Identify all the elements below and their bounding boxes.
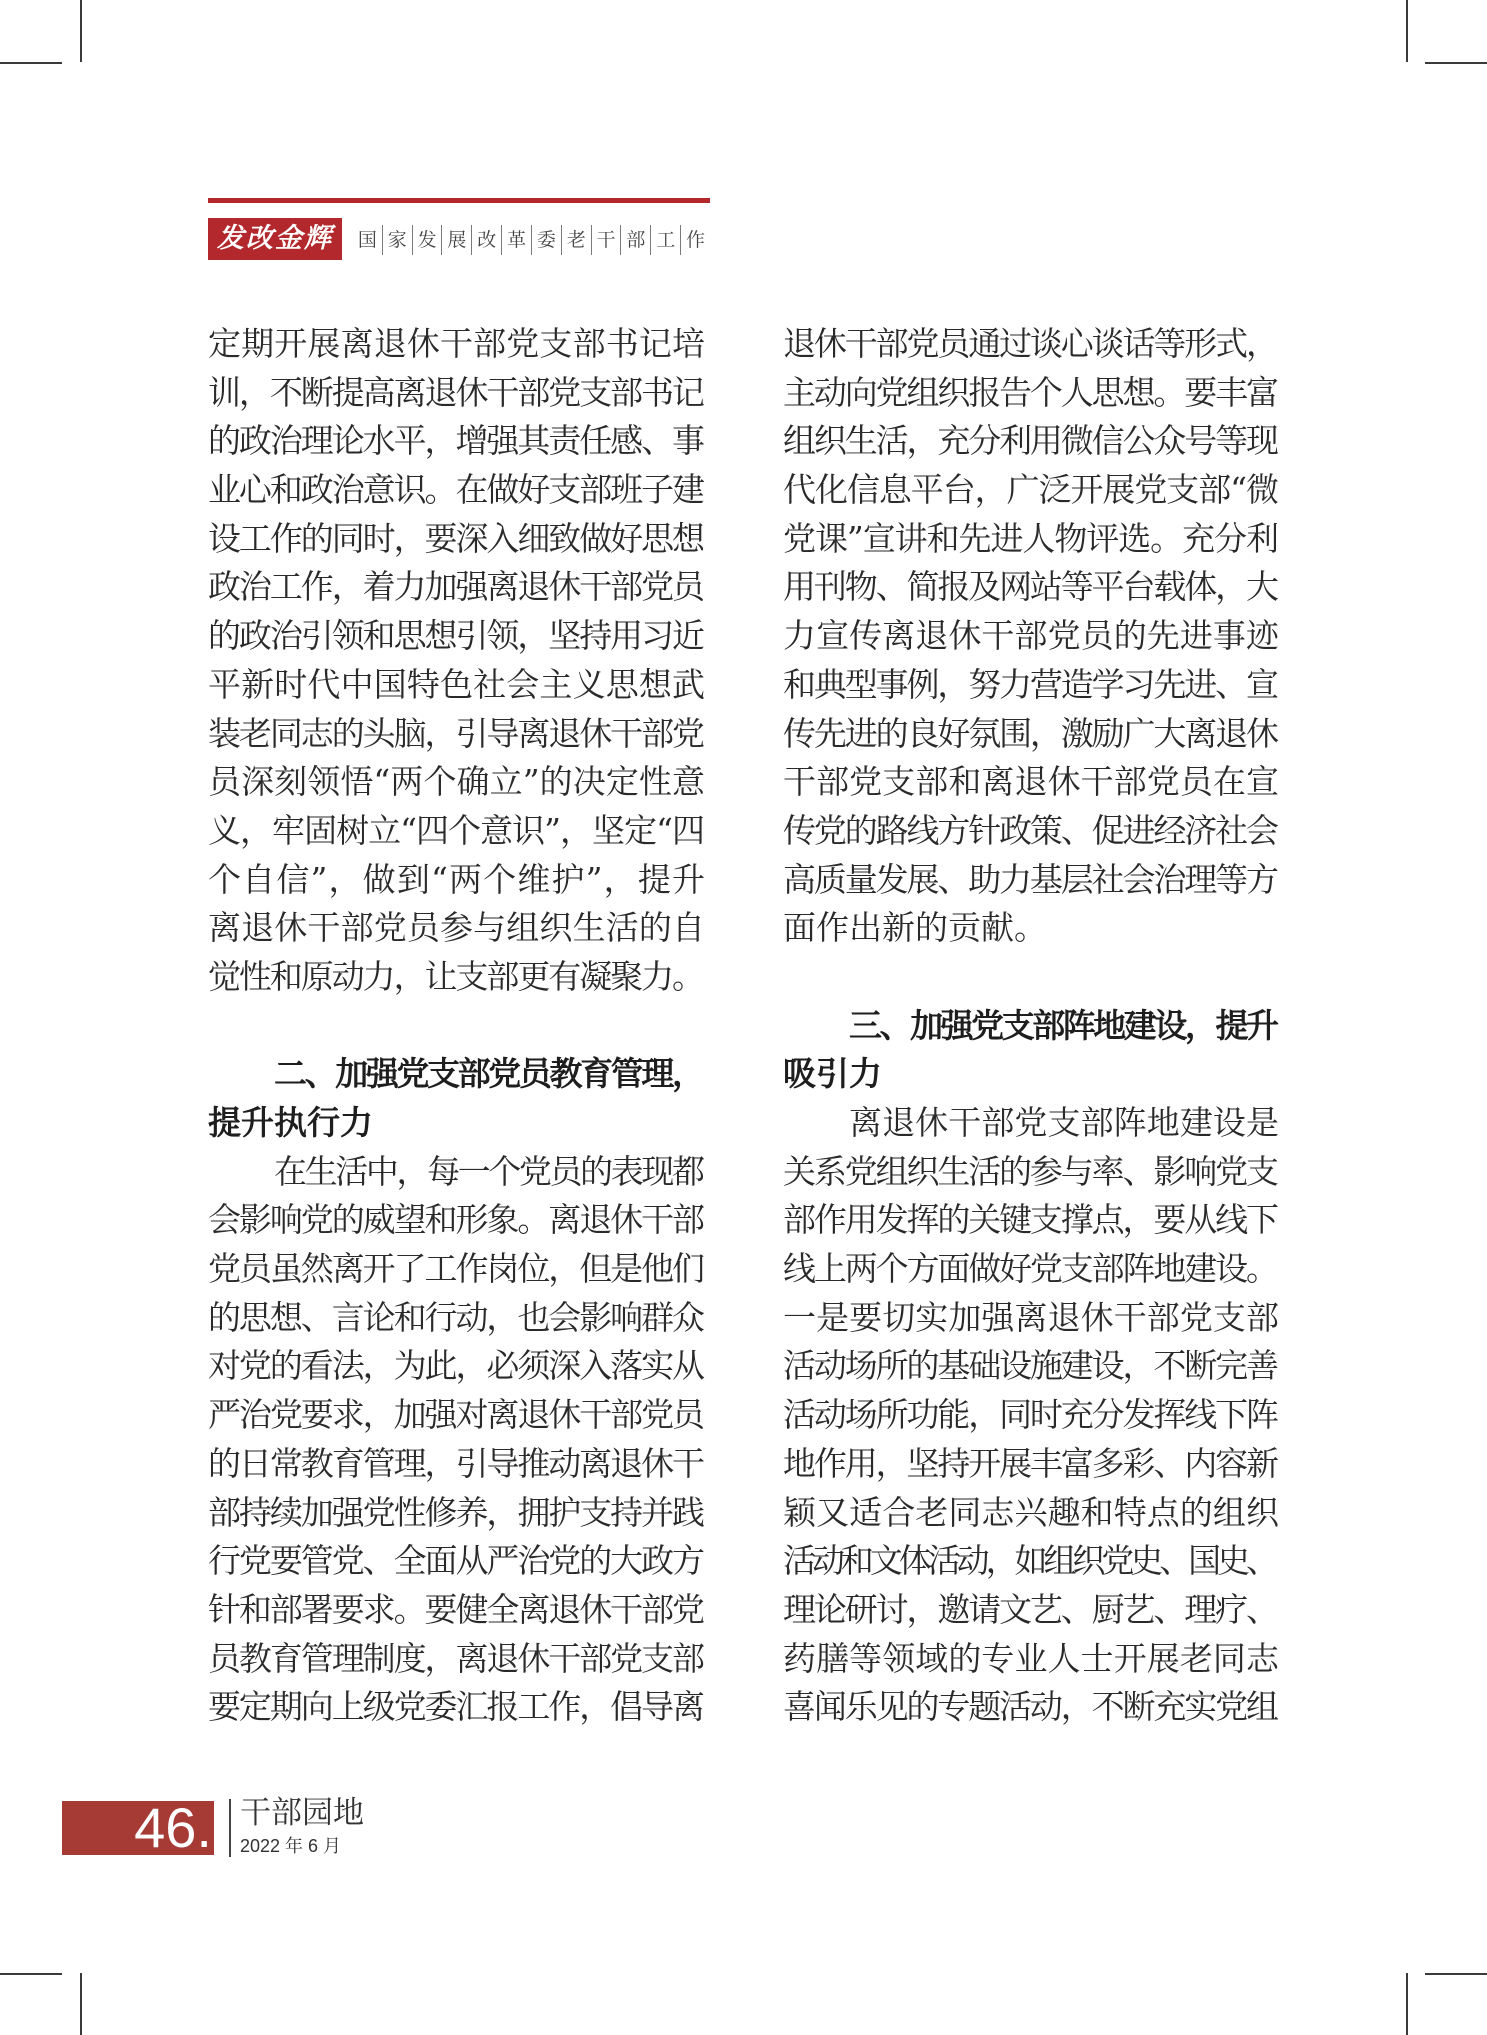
- crop-mark: [0, 1973, 62, 1975]
- body-text-line: 代化信息平台，广泛开展党支部“微: [783, 470, 1278, 510]
- body-text-line: 党课”宣讲和先进人物评选。充分利: [783, 518, 1278, 558]
- body-text-line: 一是要切实加强离退休干部党支部: [783, 1297, 1280, 1337]
- body-text-line: 和典型事例，努力营造学习先进、宣: [783, 664, 1277, 704]
- body-text-line: 主动向党组织报告个人思想。要丰富: [783, 372, 1277, 412]
- paragraph-gap: [783, 953, 1279, 1002]
- body-text-line: 的思想、言论和行动，也会影响群众: [208, 1297, 703, 1337]
- footer-issue-date: 2022 年 6 月: [240, 1836, 342, 1856]
- body-text-line: 的日常教育管理，引导推动离退休干: [208, 1443, 703, 1483]
- body-text-line: 组织生活，充分利用微信公众号等现: [783, 421, 1277, 461]
- body-text-line: 面作出新的贡献。: [783, 908, 1047, 948]
- section-heading-line: 吸引力: [783, 1054, 882, 1094]
- body-text-line: 活动和文体活动，如组织党史、国史、: [783, 1541, 1275, 1581]
- tagline-char: 改: [471, 225, 501, 255]
- body-text-line: 的政治理论水平，增强其责任感、事: [208, 421, 703, 461]
- body-text-line: 严治党要求，加强对离退休干部党员: [208, 1395, 703, 1435]
- body-text-line: 颖又适合老同志兴趣和特点的组织: [783, 1492, 1280, 1532]
- body-text-line: 力宣传离退休干部党员的先进事迹: [783, 616, 1280, 656]
- tagline-char: 发: [412, 225, 442, 255]
- column-logo: [208, 218, 342, 260]
- body-text-line: 在生活中，每一个党员的表现都: [274, 1151, 703, 1191]
- body-text-line: 设工作的同时，要深入细致做好思想: [208, 518, 703, 558]
- body-text-line: 觉性和原动力，让支部更有凝聚力。: [208, 956, 703, 996]
- body-text-line: 员教育管理制度，离退休干部党支部: [208, 1638, 703, 1678]
- section-heading-line: 二、加强党支部党员教育管理，: [274, 1054, 703, 1094]
- body-text-line: 理论研讨，邀请文艺、厨艺、理疗、: [783, 1589, 1277, 1629]
- body-text-line: 喜闻乐见的专题活动，不断充实党组: [783, 1687, 1277, 1727]
- body-text-line: 活动场所的基础设施建设，不断完善: [783, 1346, 1277, 1386]
- body-text-line: 行党要管党、全面从严治党的大政方: [208, 1541, 703, 1581]
- crop-mark: [80, 0, 82, 62]
- body-text-line: 装老同志的头脑，引导离退休干部党: [208, 713, 703, 753]
- tagline-char: 委: [531, 225, 561, 255]
- header-tagline: [353, 225, 710, 255]
- body-text-line: 部作用发挥的关键支撑点，要从线下: [783, 1200, 1277, 1240]
- body-text-line: 要定期向上级党委汇报工作，倡导离: [208, 1687, 703, 1727]
- body-text-line: 义，牢固树立“四个意识”，坚定“四: [208, 810, 705, 850]
- body-text-line: 政治工作，着力加强离退休干部党员: [208, 567, 703, 607]
- body-text-line: 退休干部党员通过谈心谈话等形式，: [783, 324, 1277, 363]
- body-text-line: 关系党组织生活的参与率、影响党支: [783, 1151, 1277, 1191]
- page-number-box: [62, 1796, 214, 1859]
- page-number: 46.: [134, 1796, 212, 1859]
- body-text-line: 训，不断提高离退休干部党支部书记: [208, 372, 703, 412]
- right-column: [783, 320, 1279, 1732]
- tagline-char: 干: [591, 225, 621, 255]
- body-text-line: 党员虽然离开了工作岗位，但是他们: [208, 1249, 703, 1289]
- body-text-line: 部持续加强党性修养，拥护支持并践: [208, 1492, 703, 1532]
- tagline-char: 部: [620, 225, 650, 255]
- tagline-char: 工: [650, 225, 680, 255]
- section-heading-line: 提升执行力: [208, 1103, 373, 1142]
- body-text-line: 员深刻领悟“两个确立”的决定性意: [208, 762, 706, 802]
- body-text-line: 用刊物、简报及网站等平台载体，大: [783, 567, 1277, 607]
- body-text-line: 的政治引领和思想引领，坚持用习近: [208, 616, 703, 656]
- body-text-line: 活动场所功能，同时充分发挥线下阵: [783, 1395, 1277, 1435]
- body-text-line: 离退休干部党员参与组织生活的自: [208, 908, 706, 948]
- body-text-line: 药膳等领域的专业人士开展老同志: [783, 1638, 1280, 1678]
- section-heading-line: 三、加强党支部阵地建设，提升: [849, 1005, 1277, 1045]
- header-rule: [208, 198, 710, 203]
- body-text-line: 传先进的良好氛围，激励广大离退休: [783, 713, 1277, 753]
- crop-mark: [1406, 0, 1408, 62]
- left-column: [208, 320, 705, 1732]
- body-text-line: 高质量发展、助力基层社会治理等方: [783, 859, 1277, 899]
- footer-divider: [229, 1799, 231, 1857]
- column-logo-text: 发改金辉: [217, 223, 333, 254]
- body-text-line: 定期开展离退休干部党支部书记培: [208, 324, 706, 363]
- body-text-line: 传党的路线方针政策、促进经济社会: [783, 810, 1277, 850]
- tagline-char: 老: [561, 225, 591, 255]
- body-text-line: 线上两个方面做好党支部阵地建设。: [783, 1249, 1277, 1289]
- tagline-char: 革: [501, 225, 531, 255]
- paragraph-gap: [208, 1002, 705, 1051]
- body-text-line: 个自信”，做到“两个维护”，提升: [208, 859, 707, 899]
- tagline-char: 作: [680, 225, 710, 255]
- footer-section-title: 干部园地: [240, 1795, 364, 1831]
- body-text-line: 针和部署要求。要健全离退休干部党: [208, 1589, 703, 1629]
- body-text-line: 地作用，坚持开展丰富多彩、内容新: [783, 1443, 1277, 1483]
- tagline-char: 家: [382, 225, 412, 255]
- crop-mark: [0, 62, 62, 64]
- crop-mark: [1425, 1973, 1487, 1975]
- body-text-line: 干部党支部和离退休干部党员在宣: [783, 762, 1280, 802]
- body-text-line: 对党的看法，为此，必须深入落实从: [208, 1346, 703, 1386]
- crop-mark: [1406, 1973, 1408, 2035]
- tagline-char: 展: [441, 225, 471, 255]
- body-text-line: 平新时代中国特色社会主义思想武: [208, 664, 706, 704]
- body-text-line: 会影响党的威望和形象。离退休干部: [208, 1200, 703, 1240]
- body-text-line: 离退休干部党支部阵地建设是: [849, 1103, 1280, 1142]
- crop-mark: [1425, 62, 1487, 64]
- tagline-char: 国: [357, 229, 377, 251]
- crop-mark: [80, 1973, 82, 2035]
- body-text-line: 业心和政治意识。在做好支部班子建: [208, 470, 703, 510]
